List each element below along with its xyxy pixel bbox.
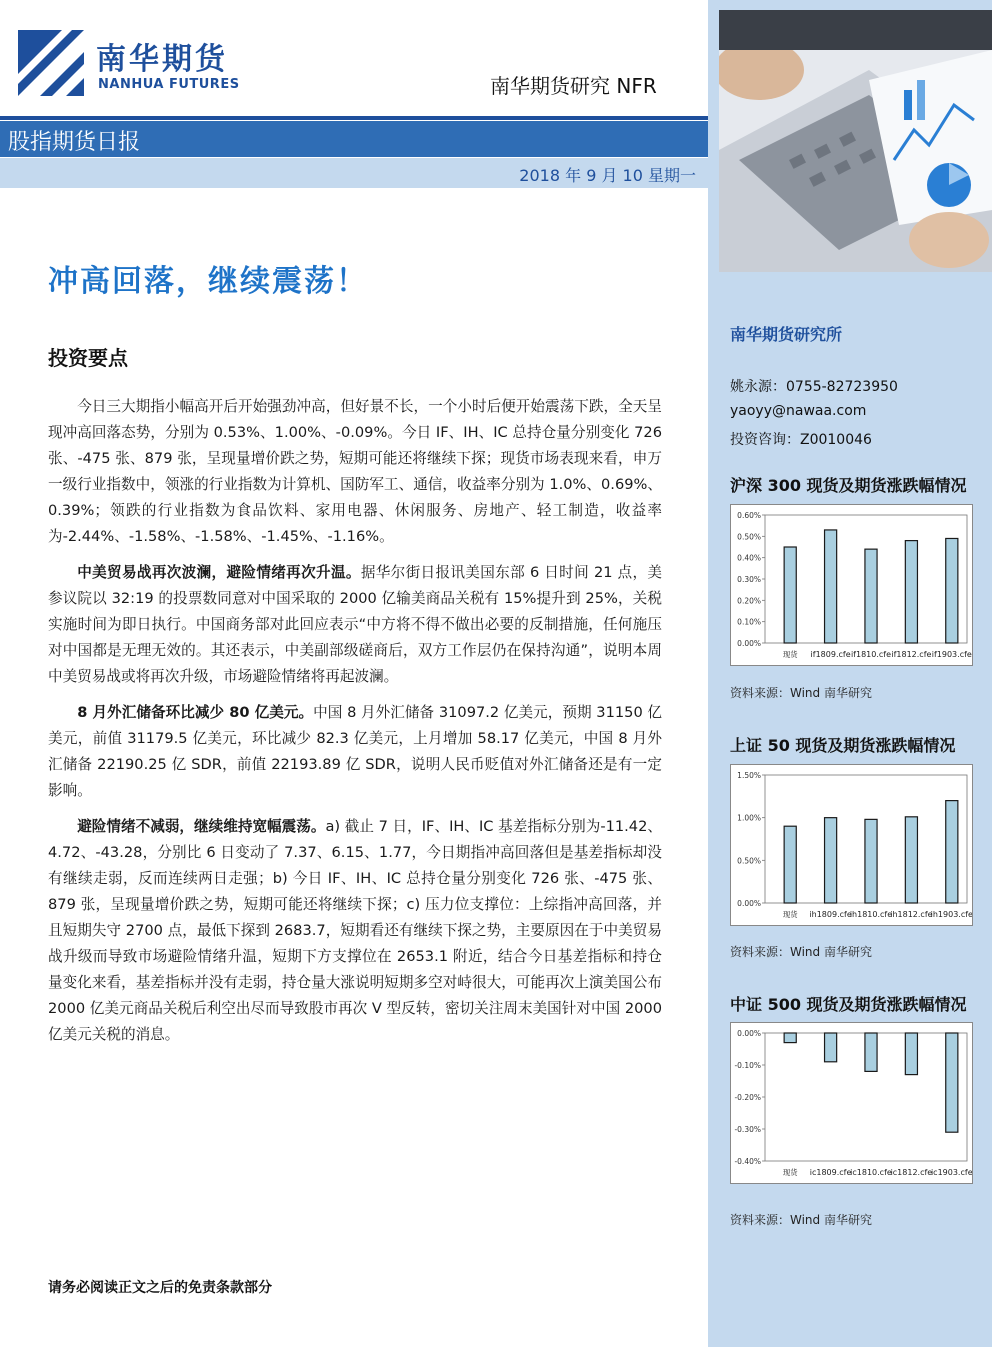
brand-name-en: NANHUA FUTURES — [98, 77, 240, 92]
paragraph-text: 今日三大期指小幅高开后开始强劲冲高，但好景不长，一个小时后便开始震荡下跌，全天呈现冲高回落态势，分别为 0.53%、1.00%、-0.09%。今日 IF、IH、IC 总持仓量分别变化 726 张、-475 张、879 张，呈现量增价跌之势，短期可能还将继续下探；现货市场表现来看，申万一级行业指数中，领涨的行业指数为计算机、国防军工、通信，收益率分别为 1.0%、0.69%、0.39%；领跌的行业指数为食品饮料、家用电器、休闲服务、房地产、轻工制造，收益率为-2.44%、-1.58%、-1.58%、-1.45%、-1.16%。 — [48, 398, 662, 545]
chart-title-zz500: 中证 500 现货及期货涨跌幅情况 — [730, 995, 967, 1014]
report-date: 2018 年 9 月 10 星期一 — [519, 166, 696, 185]
chart-zz500 — [730, 1022, 973, 1184]
chart-hs300-plot — [731, 505, 972, 665]
report-type: 股指期货日报 — [8, 130, 141, 155]
y-tick-label: -0.40% — [734, 1157, 761, 1166]
chart-title-hs300: 沪深 300 现货及期货涨跌幅情况 — [730, 476, 967, 495]
report-body — [48, 394, 662, 1058]
x-tick-label: ih1812.cfe — [890, 910, 933, 919]
y-tick-label: 0.50% — [737, 532, 761, 542]
paragraph-lead: 中美贸易战再次波澜，避险情绪再次升温。 — [77, 564, 361, 581]
y-tick-label: 1.50% — [737, 771, 761, 780]
y-tick-label: 0.00% — [737, 899, 761, 908]
bar — [784, 826, 796, 903]
bar — [946, 1033, 958, 1132]
chart-hs300 — [730, 504, 973, 666]
x-tick-label: 现货 — [782, 1168, 798, 1177]
section-title: 投资要点 — [48, 346, 128, 370]
y-tick-label: 0.50% — [737, 856, 761, 866]
chart-source: 资料来源：Wind 南华研究 — [730, 1213, 872, 1227]
brand-name-cn: 南华期货 — [96, 42, 228, 77]
institute-name: 南华期货研究所 — [730, 325, 843, 344]
bar — [865, 1033, 877, 1071]
bar — [865, 819, 877, 903]
header-rule — [0, 116, 708, 120]
x-tick-label: ih1903.cfe — [930, 910, 972, 919]
bar — [825, 530, 837, 643]
analyst-email: yaoyy@nawaa.com — [730, 403, 867, 419]
bar — [784, 1033, 796, 1043]
headline: 冲高回落，继续震荡！ — [48, 264, 368, 299]
y-tick-label: 0.30% — [737, 575, 761, 584]
bar — [825, 818, 837, 903]
x-tick-label: ih1809.cfe — [809, 910, 852, 919]
x-tick-label: ic1903.cfe — [930, 1168, 972, 1177]
paragraph — [48, 814, 662, 1048]
x-tick-label: if1812.cfe — [891, 650, 932, 659]
x-tick-label: if1809.cfe — [810, 650, 851, 659]
bar — [905, 1033, 917, 1075]
y-tick-label: 0.20% — [737, 596, 761, 606]
y-tick-label: -0.30% — [734, 1125, 761, 1134]
bar — [784, 547, 796, 643]
chart-sz50-plot — [731, 765, 972, 925]
chart-source: 资料来源：Wind 南华研究 — [730, 686, 872, 700]
x-tick-label: 现货 — [782, 650, 798, 659]
chart-source: 资料来源：Wind 南华研究 — [730, 945, 872, 959]
chart-title-sz50: 上证 50 现货及期货涨跌幅情况 — [730, 736, 956, 755]
y-tick-label: -0.10% — [734, 1061, 761, 1070]
bar — [905, 817, 917, 903]
y-tick-label: 0.40% — [737, 553, 761, 563]
paragraph-lead: 8 月外汇储备环比减少 80 亿美元。 — [77, 704, 314, 721]
y-tick-label: 0.10% — [737, 617, 761, 627]
license-number: 投资咨询：Z0010046 — [730, 432, 872, 448]
y-tick-label: 0.00% — [737, 639, 761, 648]
paragraph — [48, 560, 662, 690]
x-tick-label: if1810.cfe — [850, 650, 892, 659]
x-tick-label: ic1810.cfe — [850, 1168, 892, 1177]
nanhua-logo-icon — [18, 30, 84, 96]
paragraph — [48, 394, 662, 550]
bar — [946, 801, 958, 903]
x-tick-label: if1903.cfe — [931, 650, 972, 659]
chart-sz50 — [730, 764, 973, 926]
paragraph — [48, 700, 662, 804]
bar — [905, 541, 917, 643]
paragraph-text: 中国 8 月外汇储备 31097.2 亿美元，预期 31150 亿美元，前值 31179.5 亿美元，环比减少 82.3 亿美元，上月增加 58.17 亿美元，中国 8 月外汇储备 22190.25 亿 SDR，前值 22193.89 亿 SDR，说明人民币贬值对外汇储备还是有一定影响。 — [48, 704, 662, 799]
x-tick-label: 现货 — [782, 910, 798, 919]
bar — [946, 538, 958, 643]
paragraph-text: 据华尔街日报讯美国东部 6 日时间 21 点，美参议院以 32:19 的投票数同意对中国采取的 2000 亿输美商品关税有 15%提升到 25%，关税实施时间为即日执行。中国商务部对此回应表示“中方将不得不做出必要的反制措施，任何施压对中国都是无理无效的。其还表示，中美副部级磋商后，双方工作层仍在保持沟通”，说明本周中美贸易战或将再次升级，市场避险情绪将再起波澜。 — [48, 564, 662, 685]
analyst-contact: 姚永源：0755-82723950 — [730, 379, 898, 395]
y-tick-label: -0.20% — [734, 1093, 761, 1102]
y-tick-label: 0.00% — [737, 1029, 761, 1038]
x-tick-label: ic1809.cfe — [809, 1168, 852, 1177]
x-tick-label: ic1812.cfe — [890, 1168, 933, 1177]
y-tick-label: 0.60% — [737, 511, 761, 520]
x-tick-label: ih1810.cfe — [849, 910, 893, 919]
laptop-photo-image — [719, 10, 992, 272]
y-tick-label: 1.00% — [737, 813, 761, 823]
bar — [865, 549, 877, 643]
paragraph-lead: 避险情绪不减弱，继续维持宽幅震荡。 — [77, 818, 326, 835]
paragraph-text: a) 截止 7 日，IF、IH、IC 基差指标分别为-11.42、4.72、-43.28，分别比 6 日变动了 7.37、6.15、1.77，今日期指冲高回落但是基差指标却没有继续走弱，反而连续两日走强；b) 今日 IF、IH、IC 总持仓量分别变化 726 张、-475 张、879 张，呈现量增价跌之势，短期可能还将继续下探；c) 压力位支撑位：上综指冲高回落，并且短期失守 2700 点，最低下探到 2683.7，短期看还有继续下探之势，主要原因在于中美贸易战升级而导致市场避险情绪升温，短期下方支撑位在 2653.1 附近，结合今日基差指标和持仓量变化来看，基差指标并没有走弱，持仓量大涨说明短期多空对峙很大，可能再次上演美国公布 2000 亿美元商品关税后利空出尽而导致股市再次 V 型反转，密切关注周末美国针对中国 2000 亿美元关税的消息。 — [48, 818, 662, 1043]
chart-zz500-plot — [731, 1023, 972, 1183]
header-series-title: 南华期货研究 NFR — [490, 74, 657, 98]
disclaimer-note: 请务必阅读正文之后的免责条款部分 — [48, 1280, 272, 1296]
bar — [825, 1033, 837, 1062]
